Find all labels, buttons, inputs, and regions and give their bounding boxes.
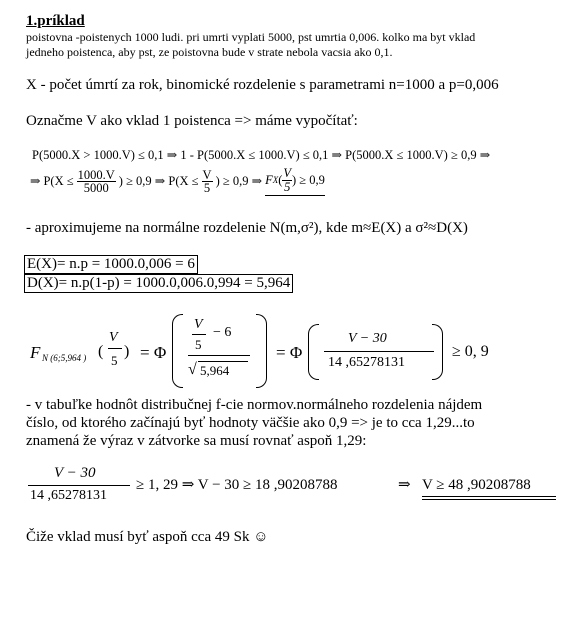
fraction-bar-2 [324,351,434,352]
derivation-mid: ) ≥ 0,9 ⇒ P(X ≤ [118,174,199,189]
table-text-2: číslo, od ktorého začínajú byť hodnoty väčšie ako 0,9 => je to cca 1,29...to [26,415,475,431]
equals-phi-2: = Φ [276,343,303,362]
big-paren-left-2 [308,324,319,380]
derivation-mid-2: ) ≥ 0,9 ⇒ [215,174,263,189]
derivation-line-1: P(5000.X > 1000.V) ≤ 0,1 ⇒ 1 - P(5000.X ≤ 1000.V) ≤ 0,1 ⇒ P(5000.X ≤ 1000.V) ≥ 0,9 ⇒ [32,148,491,162]
v-definition: Označme V ako vklad 1 poistenca => máme vypočítať: [26,113,358,129]
fx-close: ) ≥ 0,9 [292,172,325,187]
sqrt-overbar [198,361,248,362]
final-result: V ≥ 48 ,90208788 [422,477,531,493]
heading: 1.príklad [26,13,85,29]
sqrt-icon: √ [188,361,197,378]
equals-phi-1: = Φ [140,343,167,362]
prob-le: P(X ≤ [43,174,74,189]
denominator-sigma: 14 ,65278131 [328,355,405,370]
big-paren-left [172,314,183,388]
paren-open: ( [98,343,104,360]
minus-six: − 6 [213,325,232,340]
variance-box: D(X)= n.p(1-p) = 1000.0,006.0,994 = 5,964 [24,274,293,293]
v-numerator: V [109,330,118,345]
approximation-line: - aproximujeme na normálne rozdelenie N(m,σ²), kde m≈E(X) a σ²≈D(X) [26,220,468,236]
fraction-denominator: 5 [203,181,211,195]
fx-open: ( [278,172,283,187]
fraction-denominator: 5 [284,179,291,194]
big-paren-right [256,314,267,388]
fraction-denominator: 5000 [83,181,109,195]
derivation-line-2 [30,167,325,196]
numerator-v-30: V − 30 [348,331,387,346]
f-subscript: N (6;5,964 ) [42,353,87,363]
final-numerator: V − 30 [54,465,96,481]
fraction-v-5-fx [282,167,292,193]
fraction-bar [108,348,122,349]
result-underline-2 [422,499,556,500]
big-paren-right-2 [432,324,443,380]
final-denominator: 14 ,65278131 [30,488,107,503]
fraction-numerator: V [283,166,292,180]
problem-line-1: poistovna -poistenych 1000 ludi. pri umrti vyplati 5000, pst umrtia 0,006. kolko ma byt vklad [26,30,476,44]
f-symbol: F [30,343,41,362]
fx-symbol: F [265,172,273,187]
fraction-numerator: 1000.V [77,167,115,182]
expected-value-box: E(X)= n.p = 1000.0,006 = 6 [24,255,198,274]
table-text-1: - v tabuľke hodnôt distribučnej f-cie normov.normálneho rozdelenia nájdem [26,397,483,413]
paren-close: ) [124,343,130,360]
fx-subscript: X [272,174,279,185]
greater-equal-09: ≥ 0, 9 [452,343,489,360]
final-arrow: ⇒ [398,477,411,493]
sqrt-value: 5,964 [200,363,230,378]
fraction-v-5 [202,169,213,195]
table-text-3: znamená že výraz v zátvorke sa musí rovnať aspoň 1,29: [26,433,367,449]
x-definition: X - počet úmrtí za rok, binomické rozdelenie s parametrami n=1000 a p=0,006 [26,77,499,93]
inner-v: V [194,317,203,332]
final-rest: ≥ 1, 29 ⇒ V − 30 ≥ 18 ,90208788 [136,477,338,493]
final-inequality [26,464,576,514]
normal-cdf-formula [28,314,528,394]
problem-line-2: jedneho poistenca, aby pst, ze poistovna bude v strate nebola vacsia ako 0,1. [26,45,393,59]
fx-underlined [265,167,325,196]
inner-five: 5 [195,337,202,352]
fraction-1000v-5000 [77,169,116,195]
implies-arrow: ⇒ [30,174,41,189]
fraction-numerator: V [202,167,212,182]
conclusion: Čiže vklad musí byť aspoň cca 49 Sk ☺ [26,529,269,545]
result-underline-1 [422,496,556,497]
inner-fraction-bar [192,334,206,335]
five-denominator: 5 [111,353,118,368]
main-fraction-bar [188,355,250,356]
final-fraction-bar [28,485,130,486]
